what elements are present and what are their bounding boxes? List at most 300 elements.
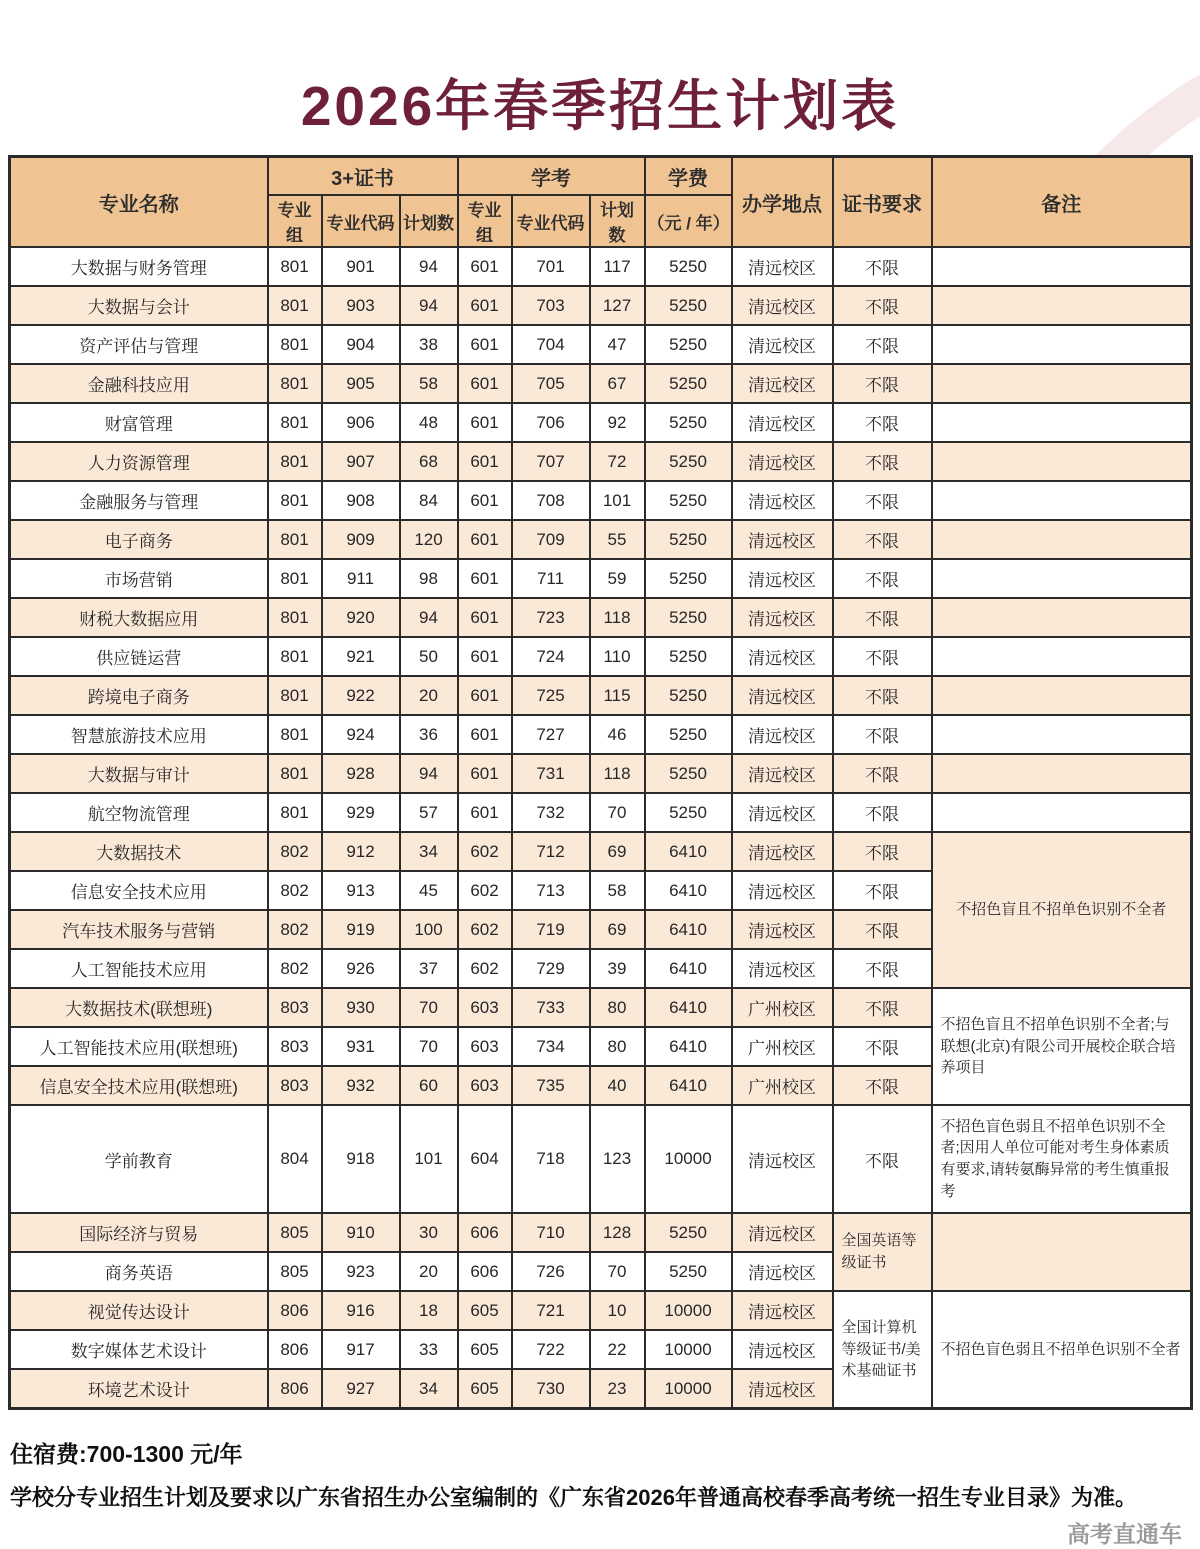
cell-cert: 不限 [833, 403, 932, 442]
cell-e_group: 601 [458, 247, 512, 286]
cell-location: 清远校区 [732, 442, 833, 481]
cell-name: 信息安全技术应用 [10, 871, 268, 910]
cell-remark [932, 754, 1192, 793]
cell-e_group: 601 [458, 442, 512, 481]
cell-e_group: 601 [458, 559, 512, 598]
cell-e_code: 710 [512, 1213, 590, 1252]
header-tuition: 学费 [645, 157, 732, 196]
cell-c_group: 801 [268, 403, 322, 442]
cell-name: 人力资源管理 [10, 442, 268, 481]
cell-name: 财富管理 [10, 403, 268, 442]
cell-location: 清远校区 [732, 949, 833, 988]
cell-c_plan: 30 [400, 1213, 458, 1252]
cell-location: 广州校区 [732, 1027, 833, 1066]
cell-name: 学前教育 [10, 1105, 268, 1213]
cell-e_plan: 92 [590, 403, 645, 442]
cell-location: 清远校区 [732, 676, 833, 715]
table-row [10, 325, 1192, 364]
cell-c_code: 907 [322, 442, 400, 481]
cell-c_code: 912 [322, 832, 400, 871]
cell-c_plan: 70 [400, 1027, 458, 1066]
cell-e_code: 713 [512, 871, 590, 910]
cell-name: 大数据与会计 [10, 286, 268, 325]
cell-e_group: 601 [458, 325, 512, 364]
cell-c_group: 802 [268, 832, 322, 871]
cell-c_group: 801 [268, 637, 322, 676]
cell-tuition: 5250 [645, 403, 732, 442]
cell-location: 清远校区 [732, 793, 833, 832]
cell-location: 清远校区 [732, 1291, 833, 1330]
cell-remark [932, 676, 1192, 715]
cell-c_group: 804 [268, 1105, 322, 1213]
cell-e_plan: 101 [590, 481, 645, 520]
cell-e_plan: 115 [590, 676, 645, 715]
cell-e_group: 601 [458, 520, 512, 559]
header-group-3cert: 3+证书 [268, 157, 458, 196]
cell-tuition: 5250 [645, 559, 732, 598]
table-row [10, 559, 1192, 598]
cell-c_code: 920 [322, 598, 400, 637]
cell-c_plan: 18 [400, 1291, 458, 1330]
cell-cert: 不限 [833, 598, 932, 637]
cell-e_plan: 80 [590, 988, 645, 1027]
cell-c_plan: 98 [400, 559, 458, 598]
cell-location: 清远校区 [732, 364, 833, 403]
cell-e_plan: 123 [590, 1105, 645, 1213]
cell-remark [932, 364, 1192, 403]
cell-name: 信息安全技术应用(联想班) [10, 1066, 268, 1105]
watermark-text: 高考直通车 [1067, 1521, 1182, 1547]
footer [10, 1436, 1200, 1549]
cell-tuition: 10000 [645, 1369, 732, 1409]
cell-name: 大数据技术 [10, 832, 268, 871]
cell-cert: 不限 [833, 715, 932, 754]
cell-e_code: 712 [512, 832, 590, 871]
cell-c_plan: 100 [400, 910, 458, 949]
cell-e_plan: 40 [590, 1066, 645, 1105]
cell-tuition: 5250 [645, 247, 732, 286]
table-row [10, 481, 1192, 520]
cell-location: 清远校区 [732, 520, 833, 559]
cell-remark [932, 520, 1192, 559]
cell-e_code: 704 [512, 325, 590, 364]
cell-c_group: 801 [268, 715, 322, 754]
cell-cert: 不限 [833, 793, 932, 832]
header-exam-plan: 计划数 [590, 195, 645, 247]
cell-c_group: 805 [268, 1252, 322, 1291]
cell-remark: 不招色盲色弱且不招单色识别不全者 [932, 1291, 1192, 1409]
cell-c_code: 931 [322, 1027, 400, 1066]
cell-c_plan: 48 [400, 403, 458, 442]
cell-c_group: 801 [268, 520, 322, 559]
cell-e_code: 708 [512, 481, 590, 520]
cell-remark [932, 793, 1192, 832]
cell-tuition: 5250 [645, 325, 732, 364]
cell-c_group: 801 [268, 676, 322, 715]
cell-e_code: 711 [512, 559, 590, 598]
table-row [10, 676, 1192, 715]
cell-e_group: 603 [458, 1027, 512, 1066]
cell-name: 视觉传达设计 [10, 1291, 268, 1330]
header-exam-code: 专业代码 [512, 195, 590, 247]
cell-remark [932, 403, 1192, 442]
cell-e_code: 732 [512, 793, 590, 832]
table-row [10, 715, 1192, 754]
cell-c_plan: 68 [400, 442, 458, 481]
cell-e_group: 606 [458, 1252, 512, 1291]
cell-tuition: 10000 [645, 1291, 732, 1330]
cell-cert: 不限 [833, 520, 932, 559]
cell-e_plan: 39 [590, 949, 645, 988]
cell-name: 人工智能技术应用(联想班) [10, 1027, 268, 1066]
cell-tuition: 6410 [645, 988, 732, 1027]
cell-c_group: 801 [268, 754, 322, 793]
page-title: 2026年春季招生计划表 [300, 75, 900, 137]
cell-e_group: 601 [458, 481, 512, 520]
cell-e_code: 705 [512, 364, 590, 403]
header-location: 办学地点 [732, 157, 833, 248]
cell-e_group: 602 [458, 910, 512, 949]
cell-e_plan: 118 [590, 754, 645, 793]
cell-c_plan: 94 [400, 754, 458, 793]
table-row [10, 403, 1192, 442]
cell-e_group: 605 [458, 1330, 512, 1369]
cell-cert: 不限 [833, 481, 932, 520]
cell-c_plan: 20 [400, 1252, 458, 1291]
cell-c_group: 805 [268, 1213, 322, 1252]
cell-e_code: 724 [512, 637, 590, 676]
cell-tuition: 5250 [645, 598, 732, 637]
cell-c_plan: 34 [400, 1369, 458, 1409]
cell-name: 人工智能技术应用 [10, 949, 268, 988]
cell-e_group: 601 [458, 676, 512, 715]
cell-c_group: 802 [268, 871, 322, 910]
cell-c_code: 903 [322, 286, 400, 325]
cell-e_group: 601 [458, 598, 512, 637]
cell-c_plan: 94 [400, 598, 458, 637]
header-remark: 备注 [932, 157, 1192, 248]
cell-e_group: 601 [458, 403, 512, 442]
cell-e_plan: 58 [590, 871, 645, 910]
header-cert-group: 专业组 [268, 195, 322, 247]
cell-name: 汽车技术服务与营销 [10, 910, 268, 949]
cell-location: 清远校区 [732, 1252, 833, 1291]
cell-c_group: 801 [268, 559, 322, 598]
cell-e_plan: 67 [590, 364, 645, 403]
cell-e_code: 725 [512, 676, 590, 715]
cell-cert: 不限 [833, 286, 932, 325]
cell-name: 金融科技应用 [10, 364, 268, 403]
header-group-exam: 学考 [458, 157, 645, 196]
cell-cert: 不限 [833, 871, 932, 910]
cell-remark [932, 637, 1192, 676]
cell-e_plan: 117 [590, 247, 645, 286]
cell-c_plan: 36 [400, 715, 458, 754]
table-row [10, 637, 1192, 676]
cell-cert: 不限 [833, 559, 932, 598]
cell-e_group: 602 [458, 949, 512, 988]
cell-c_group: 802 [268, 949, 322, 988]
cell-cert: 不限 [833, 442, 932, 481]
cell-name: 跨境电子商务 [10, 676, 268, 715]
cell-cert: 全国计算机等级证书/美术基础证书 [833, 1291, 932, 1409]
cell-location: 清远校区 [732, 1369, 833, 1409]
cell-e_group: 601 [458, 754, 512, 793]
cell-e_group: 602 [458, 871, 512, 910]
cell-e_plan: 118 [590, 598, 645, 637]
cell-c_plan: 70 [400, 988, 458, 1027]
cell-e_plan: 47 [590, 325, 645, 364]
cell-remark: 不招色盲色弱且不招单色识别不全者;因用人单位可能对考生身体素质有要求,请转氨酶异常的考生慎重报考 [932, 1105, 1192, 1213]
header-cert-req: 证书要求 [833, 157, 932, 248]
cell-e_plan: 70 [590, 1252, 645, 1291]
cell-c_code: 924 [322, 715, 400, 754]
cell-e_code: 722 [512, 1330, 590, 1369]
cell-c_code: 909 [322, 520, 400, 559]
cell-remark [932, 481, 1192, 520]
cell-e_group: 604 [458, 1105, 512, 1213]
cell-tuition: 5250 [645, 793, 732, 832]
cell-location: 清远校区 [732, 1213, 833, 1252]
table-header [10, 157, 1192, 248]
cell-c_group: 801 [268, 286, 322, 325]
cell-cert: 不限 [833, 1105, 932, 1213]
cell-name: 数字媒体艺术设计 [10, 1330, 268, 1369]
table-row [10, 598, 1192, 637]
cell-location: 清远校区 [732, 871, 833, 910]
table-row [10, 832, 1192, 871]
cell-location: 广州校区 [732, 1066, 833, 1105]
cell-tuition: 5250 [645, 286, 732, 325]
cell-name: 大数据技术(联想班) [10, 988, 268, 1027]
cell-c_group: 806 [268, 1369, 322, 1409]
header-major-name: 专业名称 [10, 157, 268, 248]
cell-remark [932, 598, 1192, 637]
cell-name: 供应链运营 [10, 637, 268, 676]
cell-tuition: 5250 [645, 364, 732, 403]
cell-c_plan: 50 [400, 637, 458, 676]
cell-name: 国际经济与贸易 [10, 1213, 268, 1252]
cell-c_code: 901 [322, 247, 400, 286]
cell-c_plan: 94 [400, 286, 458, 325]
cell-e_plan: 80 [590, 1027, 645, 1066]
cell-e_code: 729 [512, 949, 590, 988]
cell-e_plan: 69 [590, 832, 645, 871]
cell-remark: 不招色盲且不招单色识别不全者 [932, 832, 1192, 988]
cell-e_code: 718 [512, 1105, 590, 1213]
cell-remark [932, 715, 1192, 754]
cell-e_code: 723 [512, 598, 590, 637]
cell-e_group: 603 [458, 988, 512, 1027]
cell-location: 广州校区 [732, 988, 833, 1027]
cell-c_code: 913 [322, 871, 400, 910]
cell-tuition: 5250 [645, 637, 732, 676]
cell-tuition: 5250 [645, 676, 732, 715]
cell-e_plan: 70 [590, 793, 645, 832]
cell-tuition: 6410 [645, 871, 732, 910]
cell-c_group: 801 [268, 598, 322, 637]
cell-c_group: 801 [268, 247, 322, 286]
cell-e_group: 606 [458, 1213, 512, 1252]
table-row [10, 520, 1192, 559]
cell-c_plan: 20 [400, 676, 458, 715]
cell-c_plan: 37 [400, 949, 458, 988]
table-row [10, 1291, 1192, 1330]
cell-cert: 不限 [833, 988, 932, 1027]
cell-c_code: 923 [322, 1252, 400, 1291]
cell-c_code: 908 [322, 481, 400, 520]
cell-remark [932, 1213, 1192, 1291]
cell-remark [932, 247, 1192, 286]
cell-e_group: 605 [458, 1291, 512, 1330]
cell-c_code: 919 [322, 910, 400, 949]
cell-c_group: 801 [268, 793, 322, 832]
cell-e_group: 603 [458, 1066, 512, 1105]
cell-e_group: 605 [458, 1369, 512, 1409]
cell-c_group: 803 [268, 1027, 322, 1066]
cell-c_group: 802 [268, 910, 322, 949]
table-row [10, 442, 1192, 481]
table-row [10, 1105, 1192, 1213]
cell-location: 清远校区 [732, 286, 833, 325]
cell-remark [932, 286, 1192, 325]
table-row [10, 364, 1192, 403]
cell-location: 清远校区 [732, 832, 833, 871]
cell-c_code: 930 [322, 988, 400, 1027]
cell-c_code: 910 [322, 1213, 400, 1252]
cell-e_group: 601 [458, 793, 512, 832]
table-row [10, 1213, 1192, 1252]
cell-c_plan: 58 [400, 364, 458, 403]
header-tuition-unit: （元 / 年） [645, 195, 732, 247]
cell-c_group: 806 [268, 1330, 322, 1369]
cell-e_code: 721 [512, 1291, 590, 1330]
cell-c_plan: 45 [400, 871, 458, 910]
cell-c_group: 801 [268, 325, 322, 364]
cell-name: 金融服务与管理 [10, 481, 268, 520]
cell-e_group: 601 [458, 364, 512, 403]
table-body [10, 247, 1192, 1409]
cell-e_code: 730 [512, 1369, 590, 1409]
cell-tuition: 5250 [645, 1252, 732, 1291]
cell-e_code: 726 [512, 1252, 590, 1291]
cell-location: 清远校区 [732, 637, 833, 676]
cell-c_plan: 57 [400, 793, 458, 832]
cell-e_plan: 127 [590, 286, 645, 325]
catalog-note-text: 学校分专业招生计划及要求以广东省招生办公室编制的《广东省2026年普通高校春季高考统一招生专业目录》为准。 [10, 1485, 1137, 1510]
header-exam-group: 专业组 [458, 195, 512, 247]
cell-e_plan: 128 [590, 1213, 645, 1252]
cell-e_code: 703 [512, 286, 590, 325]
cell-cert: 不限 [833, 910, 932, 949]
cell-c_code: 929 [322, 793, 400, 832]
cell-c_plan: 38 [400, 325, 458, 364]
cell-e_group: 601 [458, 715, 512, 754]
cell-c_code: 926 [322, 949, 400, 988]
cell-e_plan: 46 [590, 715, 645, 754]
cell-e_plan: 23 [590, 1369, 645, 1409]
cell-c_code: 906 [322, 403, 400, 442]
cell-c_group: 803 [268, 1066, 322, 1105]
cell-tuition: 6410 [645, 832, 732, 871]
cell-e_plan: 72 [590, 442, 645, 481]
cell-remark [932, 559, 1192, 598]
cell-tuition: 10000 [645, 1105, 732, 1213]
cell-location: 清远校区 [732, 1105, 833, 1213]
cell-tuition: 6410 [645, 910, 732, 949]
cell-name: 商务英语 [10, 1252, 268, 1291]
header-cert-code: 专业代码 [322, 195, 400, 247]
cell-location: 清远校区 [732, 910, 833, 949]
cell-e_code: 734 [512, 1027, 590, 1066]
cell-name: 航空物流管理 [10, 793, 268, 832]
cell-name: 市场营销 [10, 559, 268, 598]
cell-tuition: 5250 [645, 520, 732, 559]
cell-c_code: 917 [322, 1330, 400, 1369]
cell-c_plan: 33 [400, 1330, 458, 1369]
cell-name: 大数据与审计 [10, 754, 268, 793]
cell-cert: 不限 [833, 676, 932, 715]
cell-c_code: 932 [322, 1066, 400, 1105]
cell-cert: 全国英语等级证书 [833, 1213, 932, 1291]
cell-c_group: 806 [268, 1291, 322, 1330]
cell-c_group: 803 [268, 988, 322, 1027]
cell-location: 清远校区 [732, 481, 833, 520]
cell-cert: 不限 [833, 247, 932, 286]
cell-cert: 不限 [833, 364, 932, 403]
cell-e_code: 731 [512, 754, 590, 793]
cell-e_plan: 110 [590, 637, 645, 676]
accommodation-fee-text: 住宿费:700-1300 元/年 [10, 1441, 243, 1467]
cell-tuition: 6410 [645, 1027, 732, 1066]
cell-name: 财税大数据应用 [10, 598, 268, 637]
cell-location: 清远校区 [732, 325, 833, 364]
cell-e_plan: 59 [590, 559, 645, 598]
cell-c_code: 927 [322, 1369, 400, 1409]
cell-e_code: 727 [512, 715, 590, 754]
cell-location: 清远校区 [732, 1330, 833, 1369]
cell-c_plan: 34 [400, 832, 458, 871]
cell-c_code: 921 [322, 637, 400, 676]
cell-c_plan: 120 [400, 520, 458, 559]
cell-name: 智慧旅游技术应用 [10, 715, 268, 754]
table-row [10, 793, 1192, 832]
cell-c_code: 905 [322, 364, 400, 403]
cell-cert: 不限 [833, 1066, 932, 1105]
cell-location: 清远校区 [732, 403, 833, 442]
admission-plan-table [8, 155, 1193, 1410]
table-row [10, 988, 1192, 1027]
table-row [10, 286, 1192, 325]
cell-cert: 不限 [833, 832, 932, 871]
cell-c_code: 904 [322, 325, 400, 364]
cell-e_code: 701 [512, 247, 590, 286]
header-row-1 [10, 157, 1192, 196]
cell-e_plan: 69 [590, 910, 645, 949]
cell-location: 清远校区 [732, 754, 833, 793]
cell-e_code: 735 [512, 1066, 590, 1105]
cell-tuition: 5250 [645, 715, 732, 754]
cell-c_plan: 94 [400, 247, 458, 286]
cell-e_group: 601 [458, 286, 512, 325]
table-row [10, 247, 1192, 286]
cell-c_group: 801 [268, 481, 322, 520]
cell-e_group: 601 [458, 637, 512, 676]
cell-c_plan: 101 [400, 1105, 458, 1213]
cell-tuition: 5250 [645, 754, 732, 793]
cell-location: 清远校区 [732, 559, 833, 598]
cell-e_code: 706 [512, 403, 590, 442]
